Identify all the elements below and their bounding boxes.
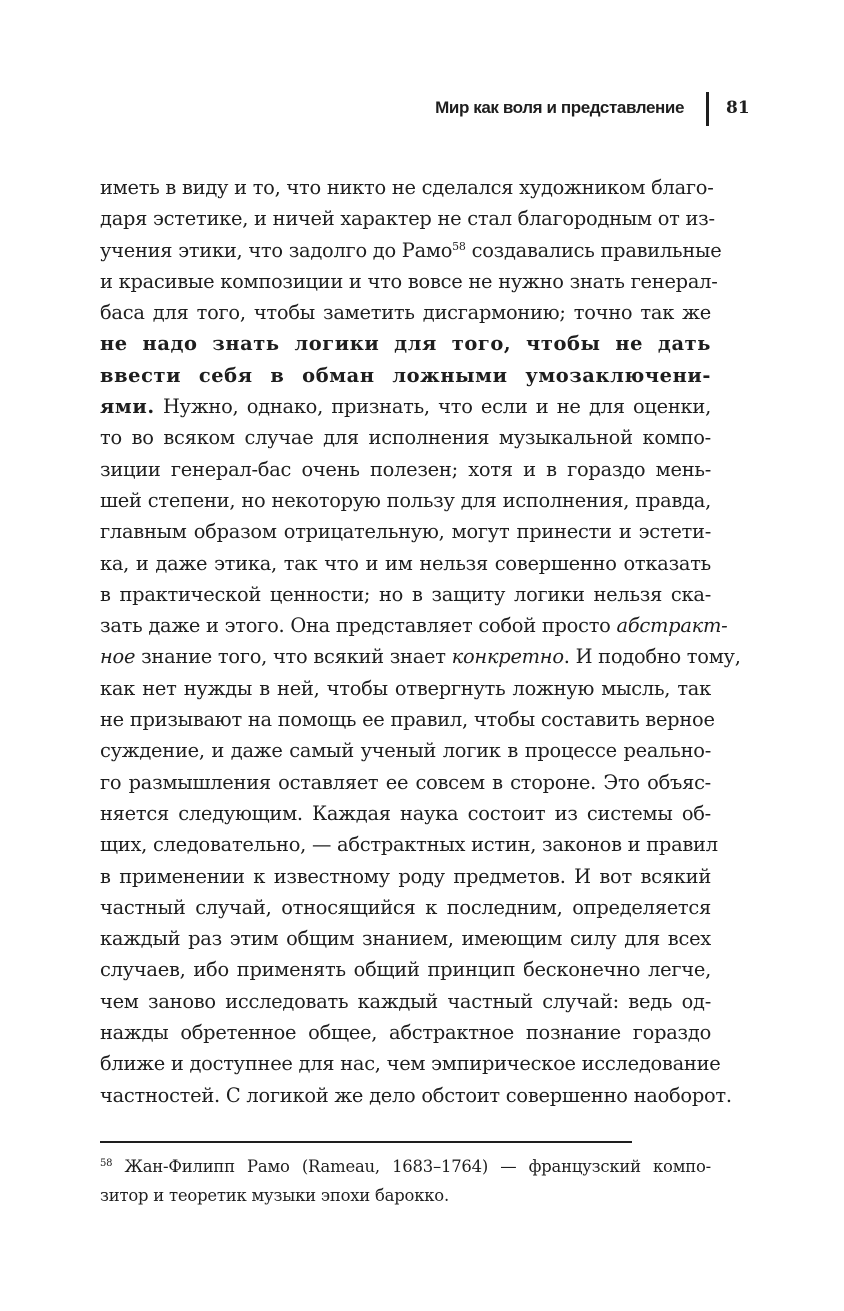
text-line: ближе и доступнее для нас, чем эмпирическое исследование [100, 1052, 721, 1076]
text-line: шей степени, но некоторую пользу для исполнения, правда, [100, 488, 711, 512]
footnote-line: зитор и теоретик музыки эпохи барокко. [100, 1186, 449, 1205]
emphasis-italic: ное [100, 645, 136, 669]
text-line: зиции генерал-бас очень полезен; хотя и в гораздо мень- [100, 457, 711, 481]
text-line [100, 235, 722, 266]
text-line: в практической ценности; но в защиту логики нельзя ска- [100, 582, 711, 606]
text-line: главным образом отрицательную, могут принести и эстети- [100, 520, 711, 544]
header-divider [706, 92, 709, 126]
emphasis-italic: конкретно [451, 645, 564, 669]
emphasis-bold: не надо знать логики для того, чтобы не дать [100, 332, 711, 356]
text-line: частностей. С логикой же дело обстоит совершенно наоборот. [100, 1083, 732, 1107]
text-line: и красивые композиции и что вовсе не нужно знать генерал- [100, 269, 718, 293]
text-line: как нет нужды в ней, чтобы отвергнуть ложную мысль, так [100, 676, 711, 700]
text-line: даря эстетике, и ничей характер не стал благородным от из- [100, 207, 715, 231]
main-text [100, 172, 741, 1111]
text-segment: знание того, что всякий знает [135, 645, 452, 669]
text-line: не призывают на помощь ее правил, чтобы составить верное [100, 708, 715, 732]
emphasis-bold: ввести себя в обман ложными умозаключени- [100, 363, 711, 387]
page-header [0, 92, 844, 126]
text-line: случаев, ибо применять общий принцип бесконечно легче, [100, 958, 711, 982]
text-segment: . И подобно тому, [563, 645, 741, 669]
text-line [100, 328, 711, 359]
text-line: в применении к известному роду предметов. И вот всякий [100, 864, 711, 888]
text-line: каждый раз этим общим знанием, имеющим силу для всех [100, 927, 711, 951]
footnote-text: Жан-Филипп Рамо (Rameau, 1683–1764) — французский компо- [112, 1157, 711, 1176]
text-line: иметь в виду и то, что никто не сделался художником благо- [100, 176, 714, 199]
text-line: щих, следовательно, — абстрактных истин, законов и правил [100, 833, 718, 857]
text-segment: создавались правильные [465, 238, 722, 262]
text-line: баса для того, чтобы заметить дисгармонию; точно так же [100, 301, 711, 325]
text-line [100, 360, 711, 391]
text-line: нажды обретенное общее, абстрактное познание гораздо [100, 1021, 711, 1045]
emphasis-bold: ями. [100, 395, 155, 419]
text-line [100, 641, 741, 672]
footnote-line [100, 1152, 711, 1181]
text-line [100, 610, 728, 641]
text-line: го размышления оставляет ее совсем в стороне. Это объяс- [100, 770, 711, 794]
text-line [100, 391, 711, 422]
text-segment: зать даже и этого. Она представляет собой просто [100, 614, 617, 638]
emphasis-italic: абстракт- [616, 614, 728, 638]
text-line: суждение, и даже самый ученый логик в процессе реально- [100, 739, 711, 763]
footnote-reference: 58 [452, 239, 466, 253]
text-segment: Нужно, однако, признать, что если и не для оценки, [154, 395, 711, 419]
text-line: то во всяком случае для исполнения музыкальной компо- [100, 426, 711, 450]
text-line: няется следующим. Каждая наука состоит из системы об- [100, 801, 711, 825]
footnote-marker: 58 [100, 1158, 113, 1169]
text-line: чем заново исследовать каждый частный случай: ведь од- [100, 989, 711, 1013]
footnote [100, 1152, 711, 1210]
text-segment: учения этики, что задолго до Рамо [100, 238, 453, 262]
text-line: ка, и даже этика, так что и им нельзя совершенно отказать [100, 551, 711, 575]
text-line: частный случай, относящийся к последним, определяется [100, 895, 711, 919]
running-title: Мир как воля и представление [435, 98, 684, 117]
page-number: 81 [726, 98, 750, 118]
footnote-separator [100, 1141, 632, 1143]
